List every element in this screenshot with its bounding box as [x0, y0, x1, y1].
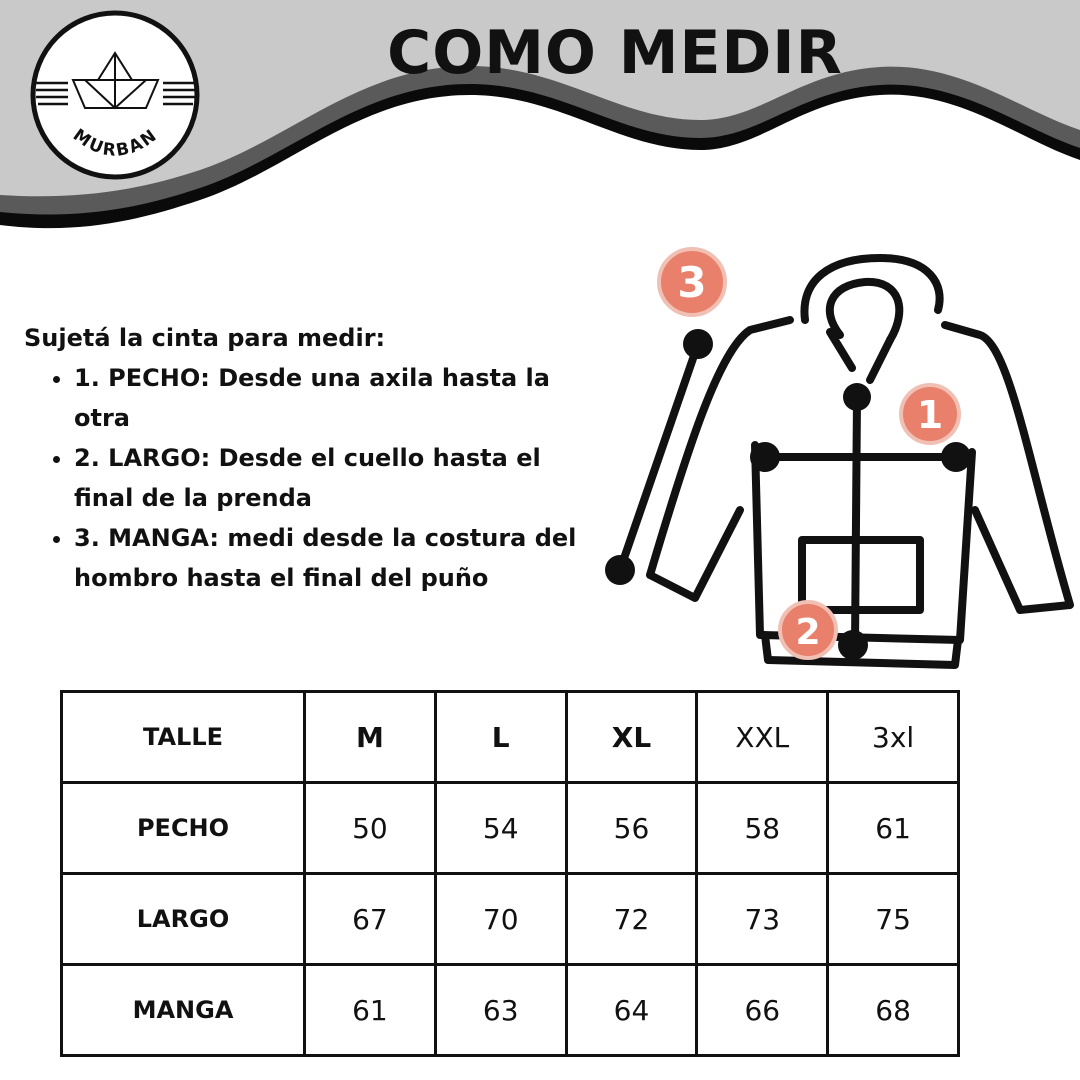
badge-1	[901, 385, 959, 443]
hoodie-diagram	[590, 240, 1080, 680]
table-header-xl: XL	[566, 692, 697, 783]
table-header-row	[62, 692, 959, 783]
table-cell: 68	[828, 965, 959, 1056]
hoodie-icon	[620, 258, 1070, 665]
table-cell: 70	[435, 874, 566, 965]
logo-text: MURBAN	[69, 125, 162, 161]
table-header-3xl: 3xl	[828, 692, 959, 783]
measure-instructions	[24, 318, 584, 598]
table-cell: 54	[435, 783, 566, 874]
table-cell: 63	[435, 965, 566, 1056]
svg-text:2: 2	[795, 612, 821, 653]
table-cell: 75	[828, 874, 959, 965]
instructions-intro: Sujetá la cinta para medir:	[24, 324, 386, 352]
row-label-pecho: PECHO	[62, 783, 305, 874]
instruction-pecho: • 1. PECHO: Desde una axila hasta la otra	[74, 358, 584, 438]
instruction-largo: • 2. LARGO: Desde el cuello hasta el final de la prenda	[74, 438, 584, 518]
badge-2	[780, 602, 836, 658]
page-title: COMO MEDIR	[387, 18, 843, 88]
size-table	[60, 690, 960, 1057]
table-cell: 66	[697, 965, 828, 1056]
table-row	[62, 783, 959, 874]
table-header-talle: TALLE	[62, 692, 305, 783]
row-label-largo: LARGO	[62, 874, 305, 965]
table-cell: 64	[566, 965, 697, 1056]
instruction-manga: • 3. MANGA: medi desde la costura del hombro hasta el final del puño	[74, 518, 584, 598]
table-cell: 72	[566, 874, 697, 965]
table-cell: 67	[305, 874, 436, 965]
table-cell: 50	[305, 783, 436, 874]
svg-text:1: 1	[916, 393, 944, 437]
instructions-list	[24, 358, 584, 598]
table-row	[62, 965, 959, 1056]
table-header-xxl: XXL	[697, 692, 828, 783]
row-label-manga: MANGA	[62, 965, 305, 1056]
table-cell: 61	[828, 783, 959, 874]
table-header-m: M	[305, 692, 436, 783]
table-cell: 61	[305, 965, 436, 1056]
svg-text:3: 3	[677, 258, 707, 307]
table-row	[62, 874, 959, 965]
murban-logo	[28, 8, 203, 183]
table-cell: 58	[697, 783, 828, 874]
table-cell: 56	[566, 783, 697, 874]
table-cell: 73	[697, 874, 828, 965]
badge-3	[659, 249, 725, 315]
table-header-l: L	[435, 692, 566, 783]
